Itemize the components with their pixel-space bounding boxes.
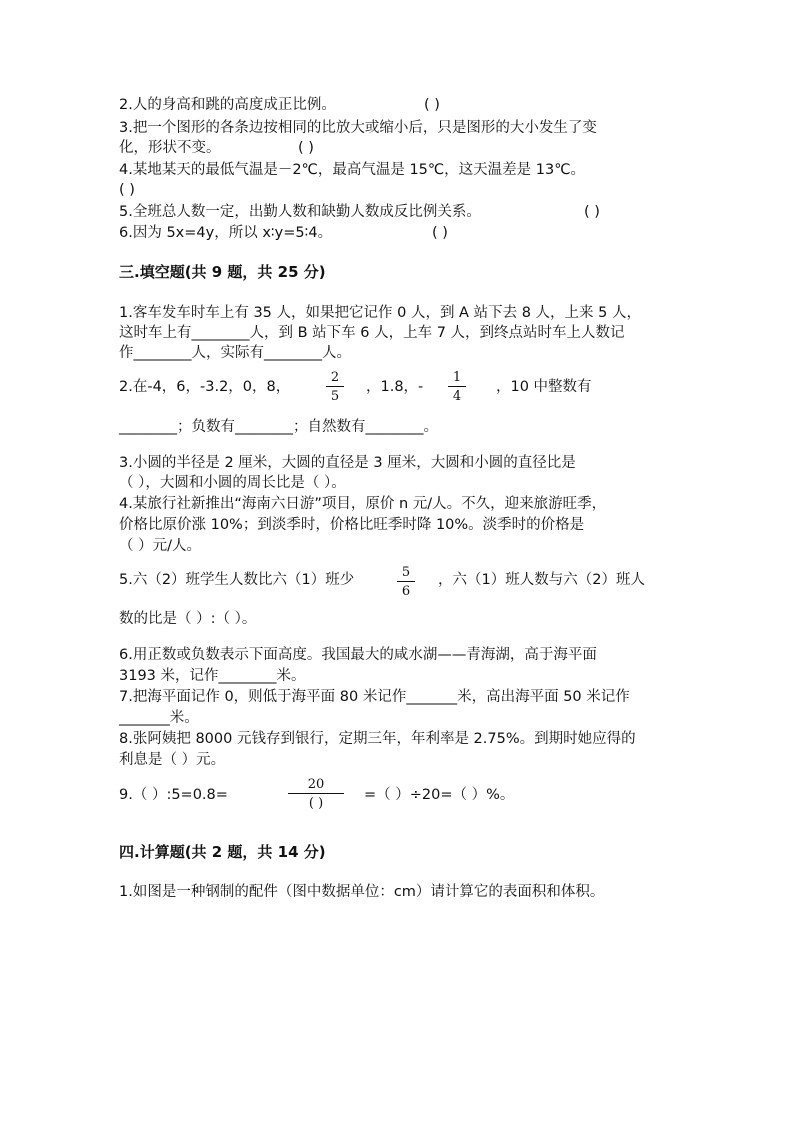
- fraction-one-quarter: 1 4: [448, 370, 466, 404]
- fill-question-6-line2: 3193 米，记作________米。: [119, 668, 306, 684]
- judge-question-5: 5.全班总人数一定，出勤人数和缺勤人数成反比例关系。: [119, 204, 481, 220]
- fill-question-9-part2: =（ ）÷20=（ ）%。: [364, 787, 515, 803]
- calc-question-1: 1.如图是一种钢制的配件（图中数据单位：cm）请计算它的表面积和体积。: [119, 884, 605, 900]
- fill-question-4: 4.某旅行社新推出“海南六日游”项目，原价 n 元/人。不久，迎来旅游旺季，: [119, 496, 607, 512]
- fill-question-1: 1.客车发车时车上有 35 人，如果把它记作 0 人，到 A 站下去 8 人，上来 5 人，: [119, 305, 641, 321]
- fill-question-3: 3.小圆的半径是 2 厘米，大圆的直径是 3 厘米，大圆和小圆的直径比是: [119, 455, 576, 471]
- answer-paren: ( ): [298, 140, 314, 156]
- judge-question-6: 6.因为 5x=4y，所以 x∶y=5∶4。: [119, 225, 333, 241]
- fill-question-5-part2: ，六（1）班人数与六（2）班人: [438, 572, 645, 588]
- judge-question-3: 3.把一个图形的各条边按相同的比放大或缩小后，只是图形的大小发生了变: [119, 120, 597, 136]
- answer-paren: ( ): [584, 204, 600, 220]
- fill-question-1-line3: 作________人，实际有________人。: [119, 345, 351, 361]
- fraction-two-fifths: 2 5: [326, 370, 344, 404]
- fill-question-7: 7.把海平面记作 0，则低于海平面 80 米记作_______米，高出海平面 50 米记作: [119, 689, 630, 705]
- fill-question-1-line2: 这时车上有________人，到 B 站下车 6 人，上车 7 人，到终点站时车上人数记: [119, 325, 625, 341]
- fill-question-2-line2: ________；负数有________；自然数有________。: [119, 419, 438, 435]
- fill-question-2: 2.在-4，6，-3.2，0，8，: [119, 379, 291, 395]
- answer-paren: ( ): [119, 182, 135, 198]
- fill-question-8-line2: 利息是（ ）元。: [119, 752, 226, 768]
- fill-question-9: 9.（ ）:5=0.8=: [119, 787, 228, 803]
- fraction-five-sixths: 5 6: [397, 565, 415, 599]
- fill-question-7-line2: _______米。: [119, 710, 199, 726]
- fill-question-6: 6.用正数或负数表示下面高度。我国最大的咸水湖——青海湖，高于海平面: [119, 647, 597, 663]
- answer-paren: ( ): [432, 225, 448, 241]
- judge-question-4: 4.某地某天的最低气温是－2℃，最高气温是 15℃，这天温差是 13℃。: [119, 162, 586, 178]
- judge-question-2: 2.人的身高和跳的高度成正比例。: [119, 97, 336, 113]
- fill-question-3-line2: （ ），大圆和小圆的周长比是（ ）。: [119, 475, 346, 491]
- judge-question-3-line2: 化，形状不变。: [119, 140, 221, 156]
- answer-paren: ( ): [424, 97, 440, 113]
- fill-question-4-line3: （ ）元/人。: [119, 538, 201, 554]
- fill-question-8: 8.张阿姨把 8000 元钱存到银行，定期三年，年利率是 2.75%。到期时她应得的: [119, 731, 636, 747]
- fill-question-4-line2: 价格比原价涨 10%；到淡季时，价格比旺季时降 10%。淡季时的价格是: [119, 517, 585, 533]
- fraction-twenty-over-blank: 20 ( ): [288, 777, 344, 811]
- fill-question-5-line2: 数的比是（ ）:（ ）。: [119, 611, 257, 627]
- fill-question-2-part2: ，1.8，-: [366, 379, 424, 395]
- fill-question-5: 5.六（2）班学生人数比六（1）班少: [119, 572, 355, 588]
- fill-question-2-part3: ，10 中整数有: [496, 379, 592, 395]
- section-title-calculation: 四.计算题(共 2 题，共 14 分): [119, 843, 326, 861]
- section-title-fill-in: 三.填空题(共 9 题，共 25 分): [119, 263, 326, 281]
